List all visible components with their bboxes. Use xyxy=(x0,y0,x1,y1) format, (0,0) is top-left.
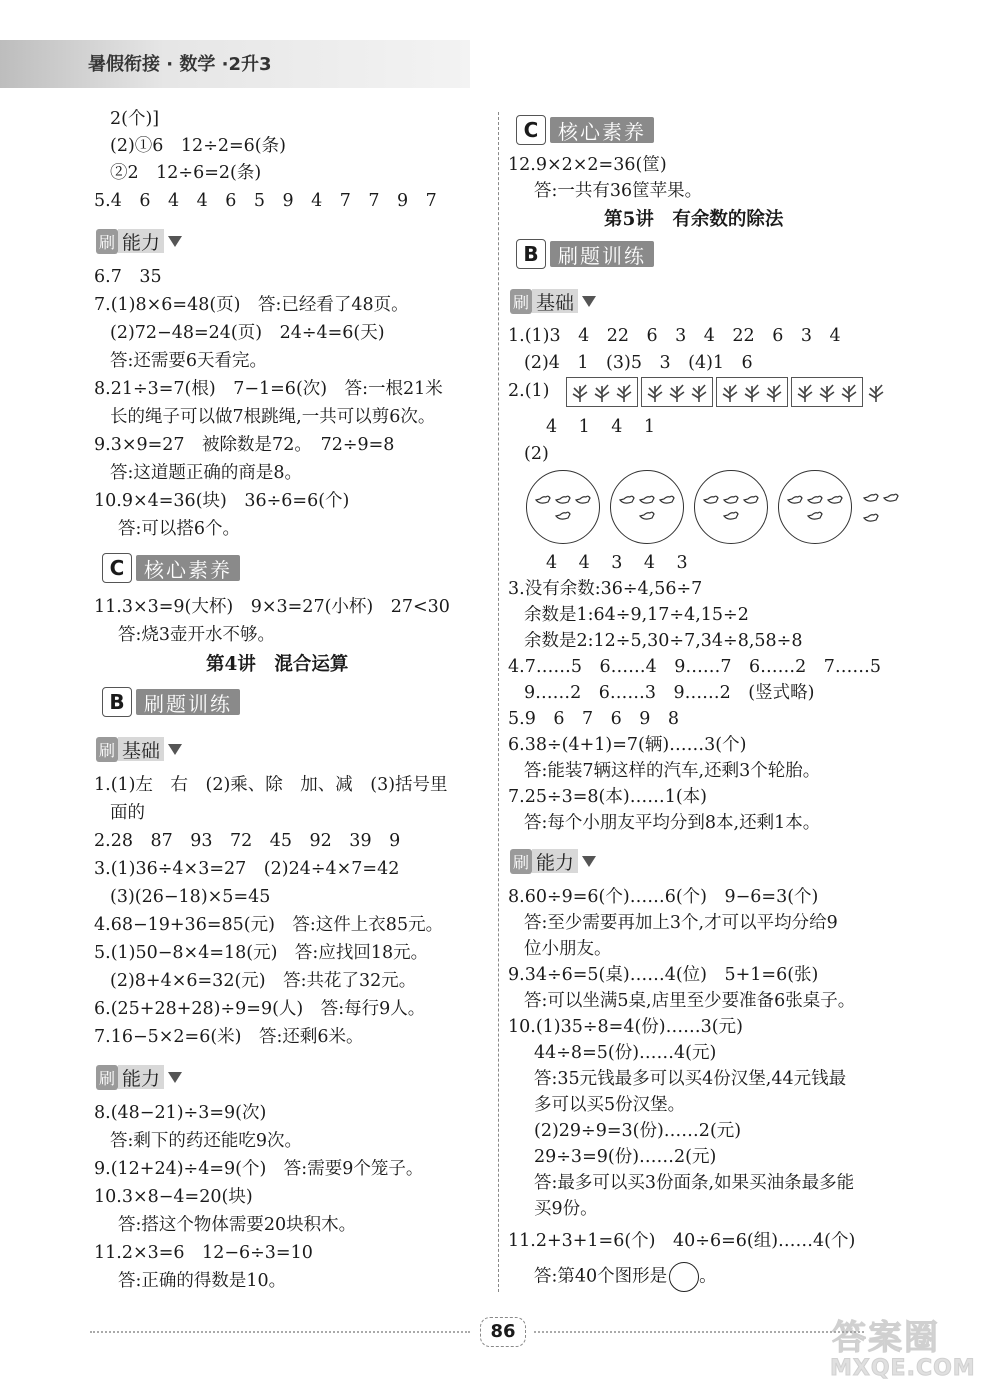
circle-icon xyxy=(669,1262,699,1292)
text-line: 8.21÷3=7(根) 7−1=6(次) 答:一根21米 xyxy=(94,379,443,399)
plant-icon xyxy=(720,380,740,404)
section-key: C xyxy=(102,553,132,583)
tag-label: 能力 xyxy=(532,849,578,873)
watermark-url: MXQE.COM xyxy=(830,1356,976,1381)
text-line: 答:35元钱最多可以买4份汉堡,44元钱最 xyxy=(534,1069,847,1089)
duck-group xyxy=(610,470,684,544)
plant-icon xyxy=(667,380,687,404)
text-line: (2)①6 12÷2=6(条) xyxy=(110,136,286,156)
text-line: 答:最多可以买3份面条,如果买油条最多能 xyxy=(534,1173,855,1193)
question-label: 2.(1) xyxy=(508,381,550,401)
text-line: 7.(1)8×6=48(页) 答:已经看了48页。 xyxy=(94,295,409,315)
page-number: 86 xyxy=(480,1317,526,1347)
duck-icon xyxy=(658,492,676,506)
page-footer xyxy=(90,1322,910,1342)
plant-grouping-figure xyxy=(566,377,886,407)
watermark-text: 答案圈 xyxy=(832,1318,940,1358)
plant-icon xyxy=(645,380,665,404)
lecture-title: 第5讲 有余数的除法 xyxy=(604,209,784,230)
duck-group xyxy=(694,470,768,544)
plant-icon xyxy=(592,380,612,404)
text-line: 2(个)] xyxy=(110,109,160,129)
triangle-down-icon xyxy=(582,856,596,867)
text-line: 买9份。 xyxy=(534,1199,598,1219)
text-line: 29÷3=9(份)……2(元) xyxy=(534,1147,717,1167)
plant-group xyxy=(641,377,713,407)
text-line: 6.(25+28+28)÷9=9(人) 答:每行9人。 xyxy=(94,999,426,1019)
text-line: 长的绳子可以做7根跳绳,一共可以剪6次。 xyxy=(110,407,436,427)
basic-tag xyxy=(96,736,182,762)
text-line: 12.9×2×2=36(筐) xyxy=(508,155,667,175)
text-line: 9.34÷6=5(桌)……4(位) 5+1=6(张) xyxy=(508,965,819,985)
text-line: 6.7 35 xyxy=(94,267,162,287)
text-line: 答:一共有36筐苹果。 xyxy=(534,181,703,201)
text-line: 答:可以搭6个。 xyxy=(118,519,241,539)
plant-group xyxy=(791,377,863,407)
text-line: (2)4 1 (3)5 3 (4)1 6 xyxy=(524,353,753,373)
section-key: B xyxy=(102,687,132,717)
text-line: 答:能装7辆这样的汽车,还剩3个轮胎。 xyxy=(524,761,821,781)
plant-group xyxy=(566,377,638,407)
text-line: 答:可以坐满5桌,店里至少要准备6张桌子。 xyxy=(524,991,856,1011)
text-line: 9……2 6……3 9……2 (竖式略) xyxy=(524,683,815,703)
text-line: 5.4 6 4 4 6 5 9 4 7 7 9 7 xyxy=(94,191,437,211)
duck-icon xyxy=(554,508,572,522)
text-line: 答:每个小朋友平均分到8本,还剩1本。 xyxy=(524,813,821,833)
plant-icon xyxy=(689,380,709,404)
text-line: 余数是1:64÷9,17÷4,15÷2 xyxy=(524,605,749,625)
ability-tag xyxy=(96,1064,182,1090)
lecture-title: 第4讲 混合运算 xyxy=(206,654,349,675)
duck-icon xyxy=(786,492,804,506)
duck-icon xyxy=(574,492,592,506)
text-line: (2)72−48=24(页) 24÷4=6(天) xyxy=(110,323,385,343)
answer-numbers: 4 1 4 1 xyxy=(546,417,658,437)
ability-tag xyxy=(96,228,182,254)
text-line: 4.7……5 6……4 9……7 6……2 7……5 xyxy=(508,657,882,677)
duck-grouping-figure xyxy=(526,470,900,544)
brush-icon: 刷 xyxy=(96,229,118,254)
plant-icon xyxy=(817,380,837,404)
text-line: (2)29÷9=3(份)……2(元) xyxy=(534,1121,742,1141)
text-line: 9.3×9=27 被除数是72。 72÷9=8 xyxy=(94,435,395,455)
tag-label: 能力 xyxy=(118,229,164,253)
duck-icon xyxy=(806,508,824,522)
duck-icon xyxy=(826,492,844,506)
duck-group xyxy=(778,470,852,544)
text-line: 答:还需要6天看完。 xyxy=(110,351,268,371)
text-line: 3.没有余数:36÷4,56÷7 xyxy=(508,579,703,599)
question-label: (2) xyxy=(524,444,549,464)
page-header xyxy=(0,40,470,88)
plant-icon xyxy=(839,380,859,404)
plant-icon xyxy=(866,380,886,404)
text-line: 5.(1)50−8×4=18(元) 答:应找回18元。 xyxy=(94,943,429,963)
duck-icon xyxy=(742,492,760,506)
book-title: 暑假衔接 · 数学 ·2升3 xyxy=(88,54,272,75)
section-title: 核心素养 xyxy=(550,117,654,143)
text-line: 1.(1)左 右 (2)乘、除 加、减 (3)括号里 xyxy=(94,775,448,795)
text-line: 余数是2:12÷5,30÷7,34÷8,58÷8 xyxy=(524,631,803,651)
section-title: 核心素养 xyxy=(136,555,240,581)
plant-icon xyxy=(795,380,815,404)
tag-label: 能力 xyxy=(118,1065,164,1089)
text-line: 10.3×8−4=20(块) xyxy=(94,1187,253,1207)
text-line: 8.60÷9=6(个)……6(个) 9−6=3(个) xyxy=(508,887,819,907)
brush-icon: 刷 xyxy=(510,849,532,874)
text-line: 答:至少需要再加上3个,才可以平均分给9 xyxy=(524,913,838,933)
triangle-down-icon xyxy=(168,744,182,755)
duck-icon xyxy=(806,492,824,506)
plant-icon xyxy=(764,380,784,404)
duck-icon xyxy=(862,510,880,524)
plant-icon xyxy=(614,380,634,404)
duck-icon xyxy=(882,490,900,504)
duck-icon xyxy=(554,492,572,506)
section-title: 刷题训练 xyxy=(550,241,654,267)
duck-group xyxy=(526,470,600,544)
brush-icon: 刷 xyxy=(510,289,532,314)
text-line: 多可以买5份汉堡。 xyxy=(534,1095,686,1115)
plant-group xyxy=(716,377,788,407)
text-line: (3)(26−18)×5=45 xyxy=(110,887,271,907)
text-line: 6.38÷(4+1)=7(辆)……3(个) xyxy=(508,735,747,755)
triangle-down-icon xyxy=(168,236,182,247)
text-line: 7.16−5×2=6(米) 答:还剩6米。 xyxy=(94,1027,364,1047)
section-key: B xyxy=(516,239,546,269)
duck-icon xyxy=(638,508,656,522)
section-badge-training xyxy=(102,688,240,716)
text-line: 答:第40个图形是 xyxy=(534,1266,668,1287)
section-badge-training xyxy=(516,240,654,268)
section-badge-core xyxy=(102,554,240,582)
duck-icon xyxy=(534,492,552,506)
triangle-down-icon xyxy=(168,1072,182,1083)
text-line: ②2 12÷6=2(条) xyxy=(110,163,262,183)
final-answer-line: 答:第40个图形是 。 xyxy=(534,1262,717,1292)
ability-tag xyxy=(510,848,596,874)
text-line: 11.2×3=6 12−6÷3=10 xyxy=(94,1243,313,1263)
answer-numbers: 4 4 3 4 3 xyxy=(546,553,690,573)
basic-tag xyxy=(510,288,596,314)
text-line: (2)8+4×6=32(元) 答:共花了32元。 xyxy=(110,971,417,991)
column-divider xyxy=(498,112,499,1292)
tag-label: 基础 xyxy=(118,737,164,761)
text-line: 答:搭这个物体需要20块积木。 xyxy=(118,1215,357,1235)
text-line: 10.9×4=36(块) 36÷6=6(个) xyxy=(94,491,350,511)
duck-icon xyxy=(618,492,636,506)
duck-icon xyxy=(702,492,720,506)
text-line: 9.(12+24)÷4=9(个) 答:需要9个笼子。 xyxy=(94,1159,424,1179)
text-line: 答:剩下的药还能吃9次。 xyxy=(110,1131,303,1151)
duck-icon xyxy=(722,492,740,506)
duck-icon xyxy=(638,492,656,506)
text-line: 答:正确的得数是10。 xyxy=(118,1271,287,1291)
text-line: 答:烧3壶开水不够。 xyxy=(118,625,276,645)
text-line: 4.68−19+36=85(元) 答:这件上衣85元。 xyxy=(94,915,444,935)
text-line: 5.9 6 7 6 9 8 xyxy=(508,709,680,729)
brush-icon: 刷 xyxy=(96,1065,118,1090)
duck-icon xyxy=(862,490,880,504)
text-line: 2.28 87 93 72 45 92 39 9 xyxy=(94,831,401,851)
text-line: 10.(1)35÷8=4(份)……3(元) xyxy=(508,1017,743,1037)
text-line: 8.(48−21)÷3=9(次) xyxy=(94,1103,267,1123)
remaining-ducks xyxy=(862,490,900,524)
triangle-down-icon xyxy=(582,296,596,307)
text-line: 位小朋友。 xyxy=(524,939,612,959)
section-key: C xyxy=(516,115,546,145)
plant-icon xyxy=(570,380,590,404)
section-title: 刷题训练 xyxy=(136,689,240,715)
text-line: 面的 xyxy=(110,803,145,823)
section-badge-core xyxy=(516,116,654,144)
text-line: 11.3×3=9(大杯) 9×3=27(小杯) 27<30 xyxy=(94,597,450,617)
duck-icon xyxy=(722,508,740,522)
watermark-logo xyxy=(826,1310,994,1390)
tag-label: 基础 xyxy=(532,289,578,313)
text-line: 答:这道题正确的商是8。 xyxy=(110,463,303,483)
text-line: 3.(1)36÷4×3=27 (2)24÷4×7=42 xyxy=(94,859,400,879)
text-line: 1.(1)3 4 22 6 3 4 22 6 3 4 xyxy=(508,326,841,346)
text-line: 7.25÷3=8(本)……1(本) xyxy=(508,787,708,807)
text-line: 11.2+3+1=6(个) 40÷6=6(组)……4(个) xyxy=(508,1231,856,1251)
footer-dotted-line xyxy=(90,1331,470,1333)
brush-icon: 刷 xyxy=(96,737,118,762)
text-line: 44÷8=5(份)……4(元) xyxy=(534,1043,717,1063)
footer-dotted-line xyxy=(534,1331,864,1333)
plant-icon xyxy=(742,380,762,404)
